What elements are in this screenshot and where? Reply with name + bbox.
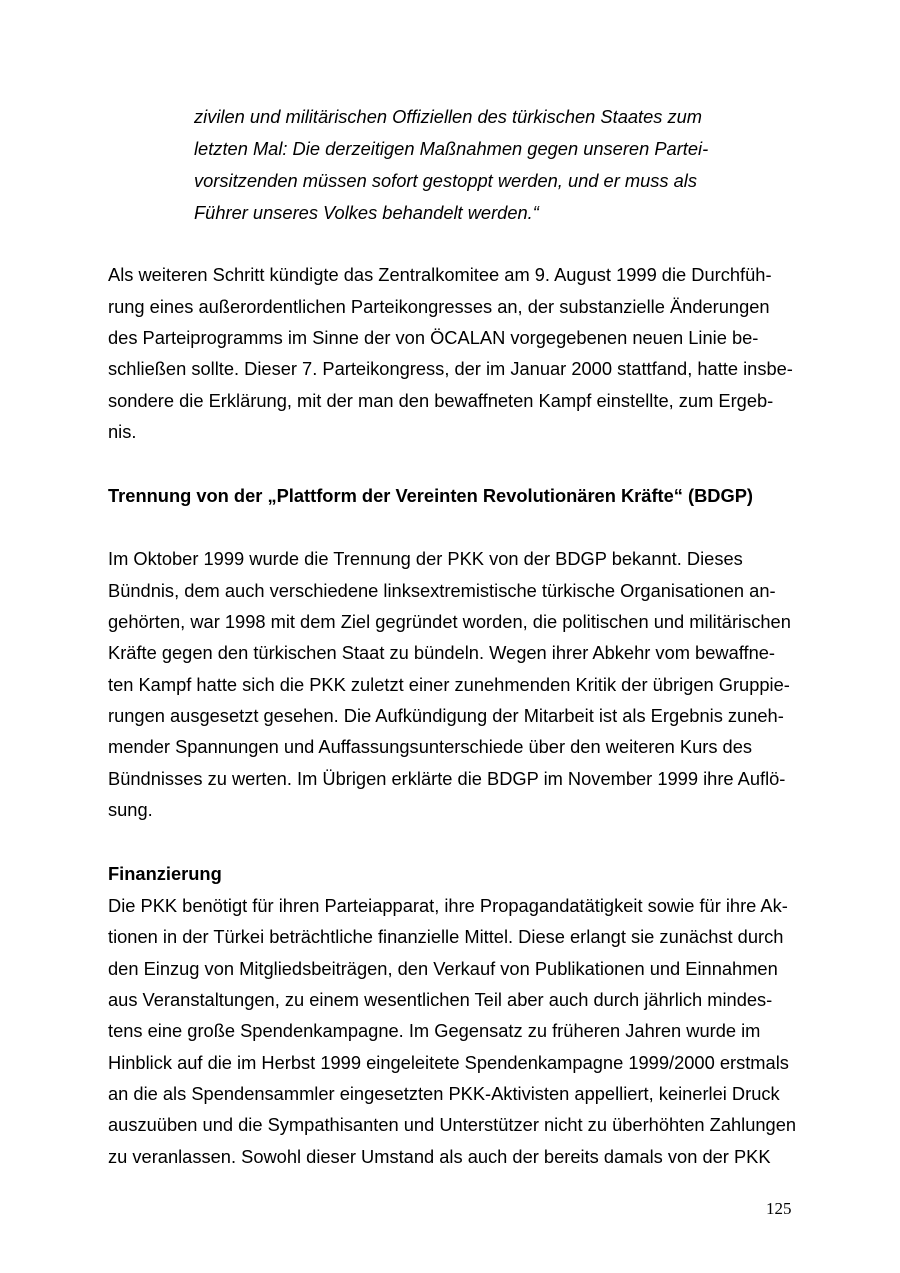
text-line: Bündnisses zu werten. Im Übrigen erklärte die BDGP im November 1999 ihre Auflö- bbox=[108, 768, 786, 789]
text-line: Als weiteren Schritt kündigte das Zentralkomitee am 9. August 1999 die Durchfüh- bbox=[108, 264, 772, 285]
text-line: Bündnis, dem auch verschiedene linksextremistische türkische Organisationen an- bbox=[108, 580, 776, 601]
text-line: sondere die Erklärung, mit der man den bewaffneten Kampf einstellte, zum Ergeb- bbox=[108, 390, 774, 411]
text-line: zu veranlassen. Sowohl dieser Umstand als auch der bereits damals von der PKK bbox=[108, 1146, 771, 1167]
text-line: den Einzug von Mitgliedsbeiträgen, den Verkauf von Publikationen und Einnahmen bbox=[108, 958, 778, 979]
text-line: sung. bbox=[108, 799, 153, 820]
text-line: ten Kampf hatte sich die PKK zuletzt einer zunehmenden Kritik der übrigen Gruppie- bbox=[108, 674, 790, 695]
text-line: gehörten, war 1998 mit dem Ziel gegründet worden, die politischen und militärischen bbox=[108, 611, 791, 632]
text-line: tionen in der Türkei beträchtliche finanzielle Mittel. Diese erlangt sie zunächst durch bbox=[108, 926, 784, 947]
text-line: auszuüben und die Sympathisanten und Unterstützer nicht zu überhöhten Zahlungen bbox=[108, 1114, 797, 1135]
text-line: des Parteiprogramms im Sinne der von ÖCALAN vorgegebenen neuen Linie be- bbox=[108, 327, 759, 348]
text-line: schließen sollte. Dieser 7. Parteikongress, der im Januar 2000 stattfand, hatte insbe- bbox=[108, 358, 793, 379]
quote-line: zivilen und militärischen Offiziellen des türkischen Staates zum bbox=[194, 106, 703, 127]
quote-line: vorsitzenden müssen sofort gestoppt werden, und er muss als bbox=[194, 170, 697, 191]
quote-line: letzten Mal: Die derzeitigen Maßnahmen gegen unseren Partei- bbox=[194, 138, 709, 159]
page-number: 125 bbox=[766, 1199, 792, 1218]
text-line: an die als Spendensammler eingesetzten PKK-Aktivisten appelliert, keinerlei Druck bbox=[108, 1083, 780, 1104]
text-line: nis. bbox=[108, 421, 137, 442]
text-line: Die PKK benötigt für ihren Parteiapparat, ihre Propagandatätigkeit sowie für ihre Ak- bbox=[108, 895, 788, 916]
text-line: tens eine große Spendenkampagne. Im Gegensatz zu früheren Jahren wurde im bbox=[108, 1020, 761, 1041]
text-line: Im Oktober 1999 wurde die Trennung der PKK von der BDGP bekannt. Dieses bbox=[108, 548, 743, 569]
quote-line: Führer unseres Volkes behandelt werden.“ bbox=[194, 202, 539, 223]
text-line: rungen ausgesetzt gesehen. Die Aufkündigung der Mitarbeit ist als Ergebnis zuneh- bbox=[108, 705, 784, 726]
text-line: mender Spannungen und Auffassungsunterschiede über den weiteren Kurs des bbox=[108, 736, 753, 757]
text-line: aus Veranstaltungen, zu einem wesentlichen Teil aber auch durch jährlich mindes- bbox=[108, 989, 773, 1010]
text-line: rung eines außerordentlichen Parteikongresses an, der substanzielle Änderungen bbox=[108, 296, 770, 317]
text-line: Kräfte gegen den türkischen Staat zu bündeln. Wegen ihrer Abkehr vom bewaffne- bbox=[108, 642, 776, 663]
section-heading-finanzierung: Finanzierung bbox=[108, 863, 222, 884]
section-heading-bdgp: Trennung von der „Plattform der Vereinten Revolutionären Kräfte“ (BDGP) bbox=[108, 485, 754, 506]
text-line: Hinblick auf die im Herbst 1999 eingeleitete Spendenkampagne 1999/2000 erstmals bbox=[108, 1052, 789, 1073]
